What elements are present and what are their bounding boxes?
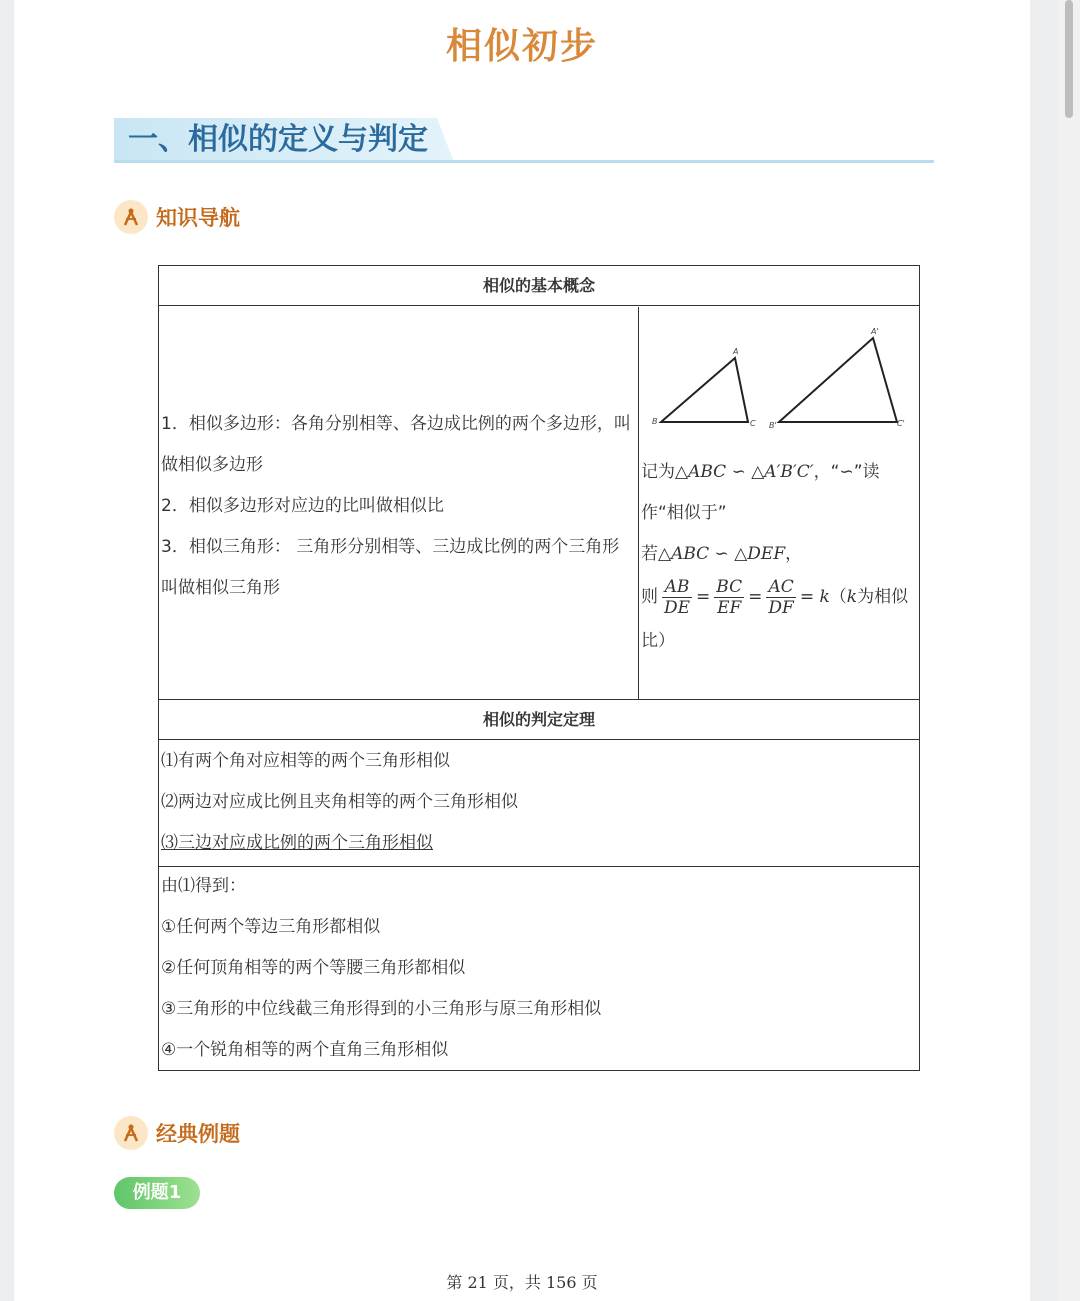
section-title: 一、相似的定义与判定: [128, 122, 428, 157]
similar-triangles-figure: [645, 318, 913, 438]
table-header-concepts: 相似的基本概念: [159, 266, 919, 306]
theorem-item: ⑶三边对应成比例的两个三角形相似: [161, 833, 433, 853]
derived-item: ②任何顶角相等的两个等腰三角形都相似: [161, 958, 466, 978]
ratio-suffix: 为相似比）: [641, 587, 909, 651]
scrollbar[interactable]: [1058, 0, 1080, 1301]
concept-item: 3．相似三角形： 三角形分别相等、三边成比例的两个三角形叫做相似三角形: [161, 537, 620, 598]
table-header-theorems: 相似的判定定理: [159, 700, 919, 740]
fraction-ab-de: $\frac{AB}{DE}$: [664, 576, 691, 618]
derived-item: ④一个锐角相等的两个直角三角形相似: [161, 1040, 449, 1060]
label-B: B: [652, 417, 658, 426]
table-column-divider: [638, 307, 639, 699]
ratio-suffix: （: [829, 587, 847, 607]
notation-line-1: [641, 452, 917, 534]
concept-list: [161, 404, 631, 609]
page-footer: 第 21 页，共 156 页: [446, 1273, 598, 1292]
derived-item: ①任何两个等边三角形都相似: [161, 917, 381, 937]
compass-icon: [114, 1116, 148, 1150]
document-title: 相似初步: [445, 26, 598, 67]
scrollbar-thumb[interactable]: [1065, 0, 1073, 118]
theorem-item: ⑴有两个角对应相等的两个三角形相似: [161, 751, 450, 771]
subheading-examples: [114, 1114, 240, 1152]
theorem-list: [161, 741, 518, 864]
equals-sign: =: [748, 587, 763, 607]
equals-sign: =: [696, 587, 711, 607]
concept-table: [158, 265, 920, 1071]
label-A-prime: A': [871, 327, 879, 336]
document-page: [14, 0, 1030, 1301]
notation-suffix: ，“∽”读作“相似于”: [641, 462, 880, 523]
ratio-prefix: 则: [641, 587, 658, 607]
derived-list: [161, 866, 601, 1071]
subheading-label: 经典例题: [156, 1122, 240, 1146]
compass-icon: [114, 200, 148, 234]
notation-text: [641, 452, 917, 663]
label-A: A: [733, 347, 739, 356]
fraction-bc-ef: $\frac{BC}{EF}$: [716, 576, 743, 618]
notation-line-2: [641, 534, 917, 575]
subheading-label: 知识导航: [156, 206, 240, 230]
label-C-prime: C': [897, 419, 905, 428]
notation-math: △ABC ∽ △A′B′C′: [675, 462, 814, 482]
notation-math: △ABC ∽ △DEF: [658, 544, 786, 564]
ratio-k: k: [846, 587, 858, 607]
notation-prefix: 记为: [641, 462, 675, 482]
derived-title: 由⑴得到：: [161, 876, 246, 896]
example-tag: 例题1: [114, 1177, 200, 1209]
ratio-k: k: [819, 587, 830, 607]
derived-item: ③三角形的中位线截三角形得到的小三角形与原三角形相似: [161, 999, 602, 1019]
label-C: C: [750, 419, 756, 428]
subheading-knowledge: [114, 198, 240, 236]
concept-item: 1．相似多边形：各角分别相等、各边成比例的两个多边形，叫做相似多边形: [161, 414, 631, 475]
notation-suffix: ，: [785, 544, 803, 564]
notation-prefix: 若: [641, 544, 658, 564]
label-B-prime: B': [769, 421, 777, 430]
theorem-item: ⑵两边对应成比例且夹角相等的两个三角形相似: [161, 792, 518, 812]
ratio-line: [641, 575, 917, 663]
concept-item: 2．相似多边形对应边的比叫做相似比: [161, 496, 444, 516]
fraction-ac-df: $\frac{AC}{DF}$: [768, 576, 794, 618]
equals-sign: =: [799, 587, 815, 607]
